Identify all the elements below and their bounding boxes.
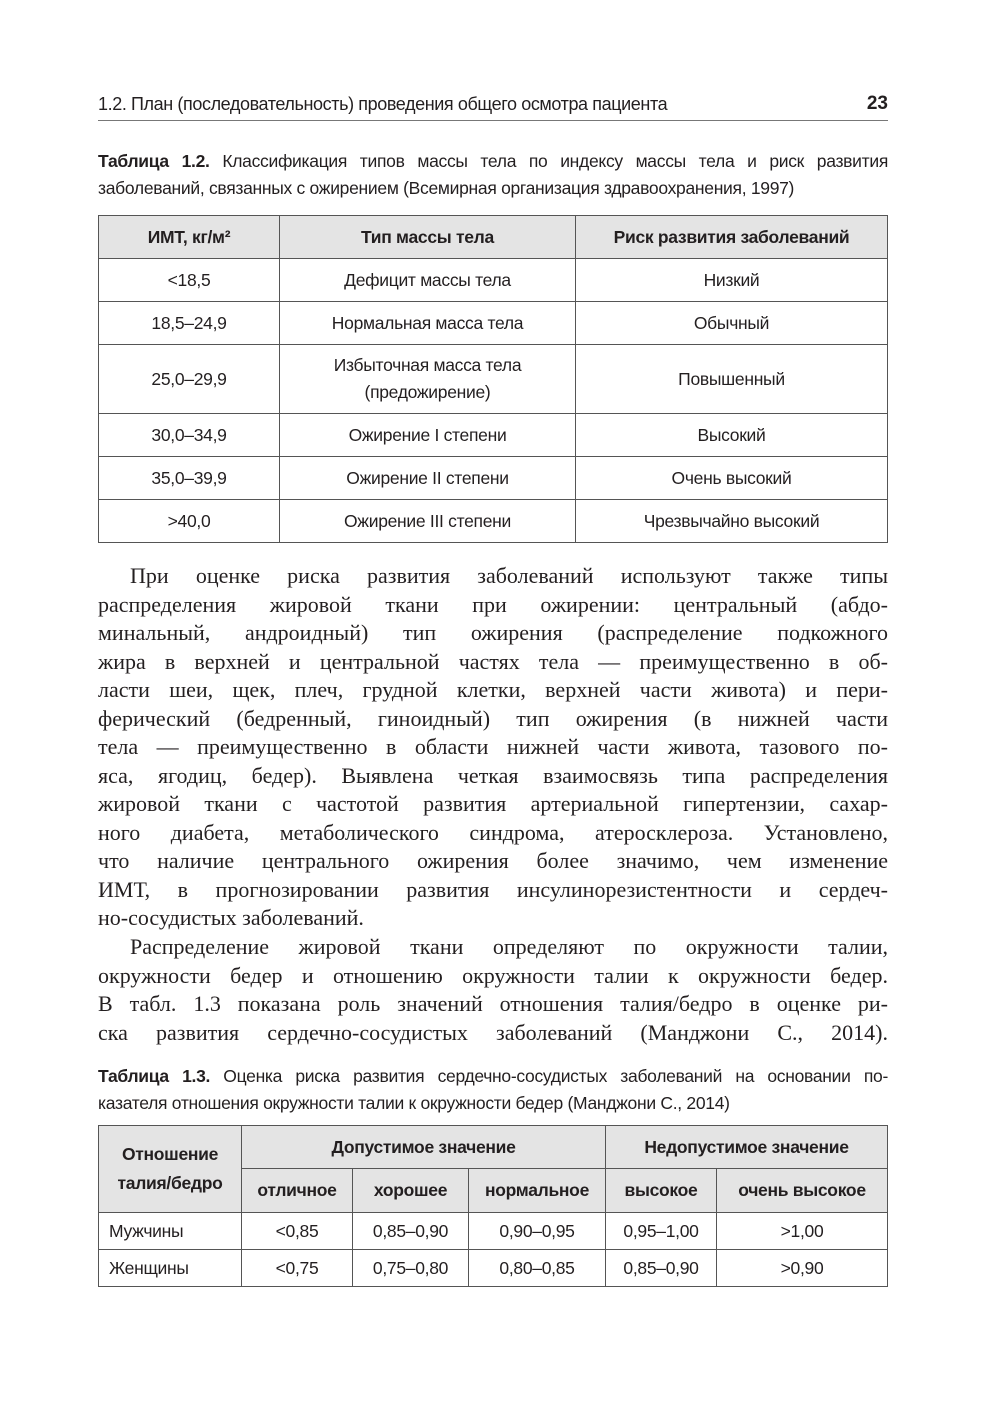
table-row [99, 1250, 888, 1287]
text-line: При оценке риска развития заболеваний используют также типы [130, 563, 888, 588]
table-1-2-caption [98, 148, 888, 202]
column-header: Тип массы тела [280, 216, 576, 259]
text-line: ИМТ, в прогнозировании развития инсулинорезистентности и сердеч- [98, 876, 888, 902]
table-row [99, 259, 888, 302]
table-row [99, 345, 888, 414]
column-header: Риск развития заболеваний [576, 216, 888, 259]
table-row [99, 500, 888, 543]
running-header-title: 1.2. План (последовательность) проведения общего осмотра пациента [98, 94, 668, 114]
table-cell: Ожирение I степени [280, 414, 576, 457]
text-line: распределения жировой ткани при ожирении: центральный (абдо- [98, 591, 888, 617]
table-cell: Мужчины [99, 1213, 242, 1250]
text-line: ска развития сердечно-сосудистых заболеваний (Манджони С., 2014). [98, 1019, 888, 1045]
column-header: отличное [242, 1169, 353, 1213]
cell-line: Избыточная масса тела [333, 355, 522, 375]
cell-line: (предожирение) [364, 382, 491, 402]
group-header-acceptable: Допустимое значение [242, 1126, 606, 1169]
table-cell: Обычный [576, 302, 888, 345]
column-header: высокое [606, 1169, 717, 1213]
text-line: окружности бедер и отношению окружности талии к окружности бедер. [98, 962, 888, 988]
table-cell: Очень высокий [576, 457, 888, 500]
table-cell: 18,5–24,9 [99, 302, 280, 345]
table-cell: 0,85–0,90 [353, 1213, 469, 1250]
table-cell: 35,0–39,9 [99, 457, 280, 500]
table-cell: 0,80–0,85 [469, 1250, 606, 1287]
table-cell: >0,90 [717, 1250, 888, 1287]
table-cell: 0,75–0,80 [353, 1250, 469, 1287]
table-cell: 0,90–0,95 [469, 1213, 606, 1250]
text-line: яса, ягодиц, бедер). Выявлена четкая взаимосвязь типа распределения [98, 762, 888, 788]
row-header-cell [99, 1126, 242, 1213]
table-cell: Нормальная масса тела [280, 302, 576, 345]
table-cell: 25,0–29,9 [99, 345, 280, 414]
header-line: талия/бедро [117, 1173, 223, 1193]
table-cell: Низкий [576, 259, 888, 302]
waist-hip-ratio-table [98, 1125, 888, 1287]
group-header-unacceptable: Недопустимое значение [606, 1126, 888, 1169]
table-row [99, 302, 888, 345]
column-header: нормальное [469, 1169, 606, 1213]
table-row [99, 457, 888, 500]
table-cell: >1,00 [717, 1213, 888, 1250]
caption-text: Оценка риска развития сердечно-сосудистых заболеваний на основании по- [223, 1066, 888, 1086]
text-line: ласти шеи, щек, плеч, грудной клетки, верхней части живота) и пери- [98, 677, 888, 702]
table-cell: Дефицит массы тела [280, 259, 576, 302]
table-cell: 0,85–0,90 [606, 1250, 717, 1287]
table-cell: >40,0 [99, 500, 280, 543]
caption-text: Классификация типов массы тела по индексу массы тела и риск развития [222, 151, 889, 171]
table-cell [280, 345, 576, 414]
table-cell: <0,75 [242, 1250, 353, 1287]
body-paragraph [98, 933, 888, 1047]
table-cell: Женщины [99, 1250, 242, 1287]
table-1-3-caption [98, 1063, 888, 1117]
table-cell: <18,5 [99, 259, 280, 302]
table-header-row [99, 216, 888, 259]
caption-text: казателя отношения окружности талии к окружности бедер (Манджони С., 2014) [98, 1093, 730, 1113]
bmi-classification-table [98, 215, 888, 543]
table-cell: Повышенный [576, 345, 888, 414]
table-row [99, 1213, 888, 1250]
page-number: 23 [866, 93, 888, 114]
text-line: ферический (бедренный, гиноидный) тип ожирения (в нижней части [98, 705, 888, 731]
table-cell: 0,95–1,00 [606, 1213, 717, 1250]
running-header [98, 90, 888, 121]
text-line: но-сосудистых заболеваний. [98, 905, 364, 930]
table-cell: <0,85 [242, 1213, 353, 1250]
caption-label: Таблица 1.3. [98, 1066, 211, 1086]
text-line: Распределение жировой ткани определяют по окружности талии, [130, 934, 888, 959]
table-cell: Ожирение II степени [280, 457, 576, 500]
table-cell: Ожирение III степени [280, 500, 576, 543]
header-line: Отношение [121, 1144, 219, 1164]
table-header-row [99, 1126, 888, 1169]
text-line: В табл. 1.3 показана роль значений отношения талия/бедро в оценке ри- [98, 991, 888, 1016]
text-line: ного диабета, метаболического синдрома, атеросклероза. Установлено, [98, 819, 888, 845]
column-header: хорошее [353, 1169, 469, 1213]
text-line: тела — преимущественно в области нижней части живота, тазового по- [98, 734, 888, 759]
text-line: минальный, андроидный) тип ожирения (распределение подкожного [98, 620, 888, 645]
table-cell: Чрезвычайно высокий [576, 500, 888, 543]
text-line: жировой ткани с частотой развития артериальной гипертензии, сахар- [98, 791, 888, 816]
table-cell: Высокий [576, 414, 888, 457]
column-header: ИМТ, кг/м² [99, 216, 280, 259]
column-header: очень высокое [717, 1169, 888, 1213]
caption-label: Таблица 1.2. [98, 151, 210, 171]
body-paragraph [98, 562, 888, 933]
table-row [99, 414, 888, 457]
table-cell: 30,0–34,9 [99, 414, 280, 457]
text-line: жира в верхней и центральной частях тела — преимущественно в об- [98, 648, 888, 674]
text-line: что наличие центрального ожирения более значимо, чем изменение [98, 848, 888, 873]
caption-text: заболеваний, связанных с ожирением (Всемирная организация здравоохранения, 1997) [98, 178, 795, 198]
